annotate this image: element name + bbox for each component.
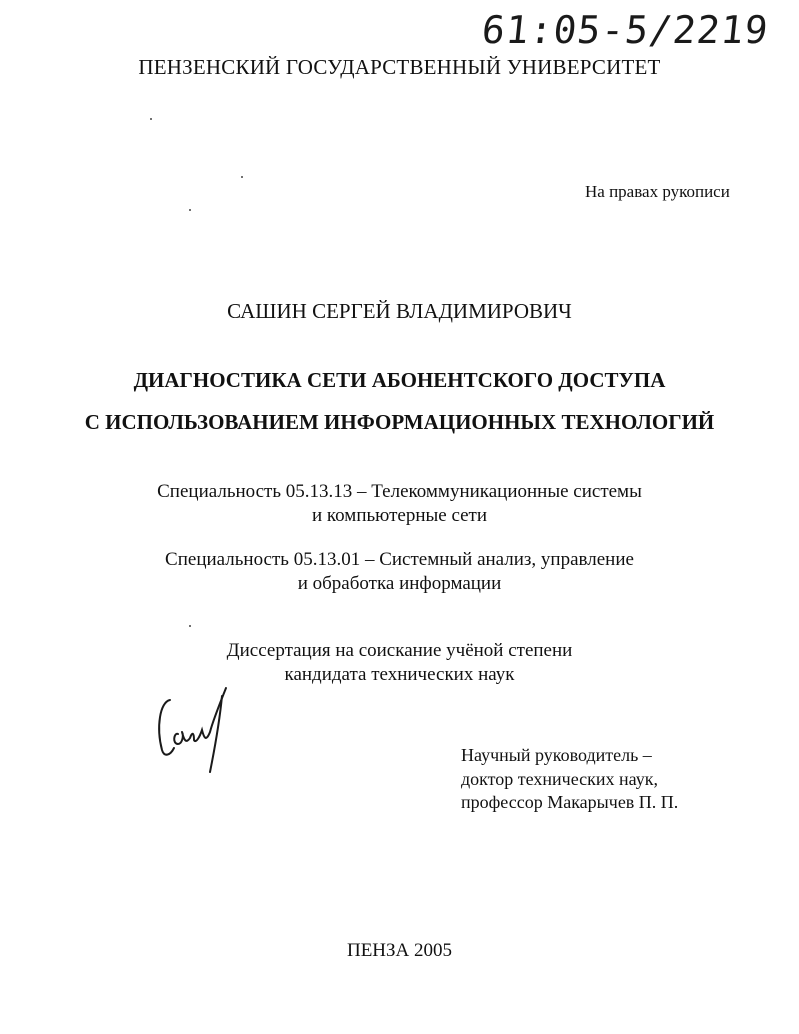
rights-note: На правах рукописи bbox=[585, 182, 730, 201]
degree-statement-line-2: кандидата технических наук bbox=[284, 664, 515, 685]
scan-speck bbox=[189, 209, 191, 211]
supervisor-role: Научный руководитель – bbox=[461, 745, 652, 765]
archive-stamp-number: 61:05-5/2219 bbox=[479, 8, 771, 52]
degree-statement-line-1: Диссертация на соискание учёной степени bbox=[226, 640, 573, 661]
author-name: САШИН СЕРГЕЙ ВЛАДИМИРОВИЧ bbox=[227, 299, 572, 323]
city-and-year: ПЕНЗА 2005 bbox=[346, 940, 453, 961]
dissertation-title-line-1: ДИАГНОСТИКА СЕТИ АБОНЕНТСКОГО ДОСТУПА bbox=[133, 368, 666, 392]
specialty-2-line-1: Специальность 05.13.01 – Системный анализ, управление bbox=[165, 549, 634, 570]
specialty-2-line-2: и обработка информации bbox=[297, 573, 502, 594]
supervisor-name: профессор Макарычев П. П. bbox=[461, 792, 679, 812]
handwritten-signature bbox=[148, 672, 248, 787]
supervisor-degree: доктор технических наук, bbox=[461, 769, 658, 789]
specialty-1-line-1: Специальность 05.13.13 – Телекоммуникационные системы bbox=[157, 481, 642, 502]
scan-speck bbox=[241, 176, 243, 178]
specialty-1-line-2: и компьютерные сети bbox=[311, 505, 488, 526]
scan-speck bbox=[150, 118, 152, 120]
university-name: ПЕНЗЕНСКИЙ ГОСУДАРСТВЕННЫЙ УНИВЕРСИТЕТ bbox=[138, 55, 661, 79]
dissertation-title-line-2: С ИСПОЛЬЗОВАНИЕМ ИНФОРМАЦИОННЫХ ТЕХНОЛОГИЙ bbox=[84, 410, 715, 434]
scan-speck bbox=[189, 625, 191, 627]
